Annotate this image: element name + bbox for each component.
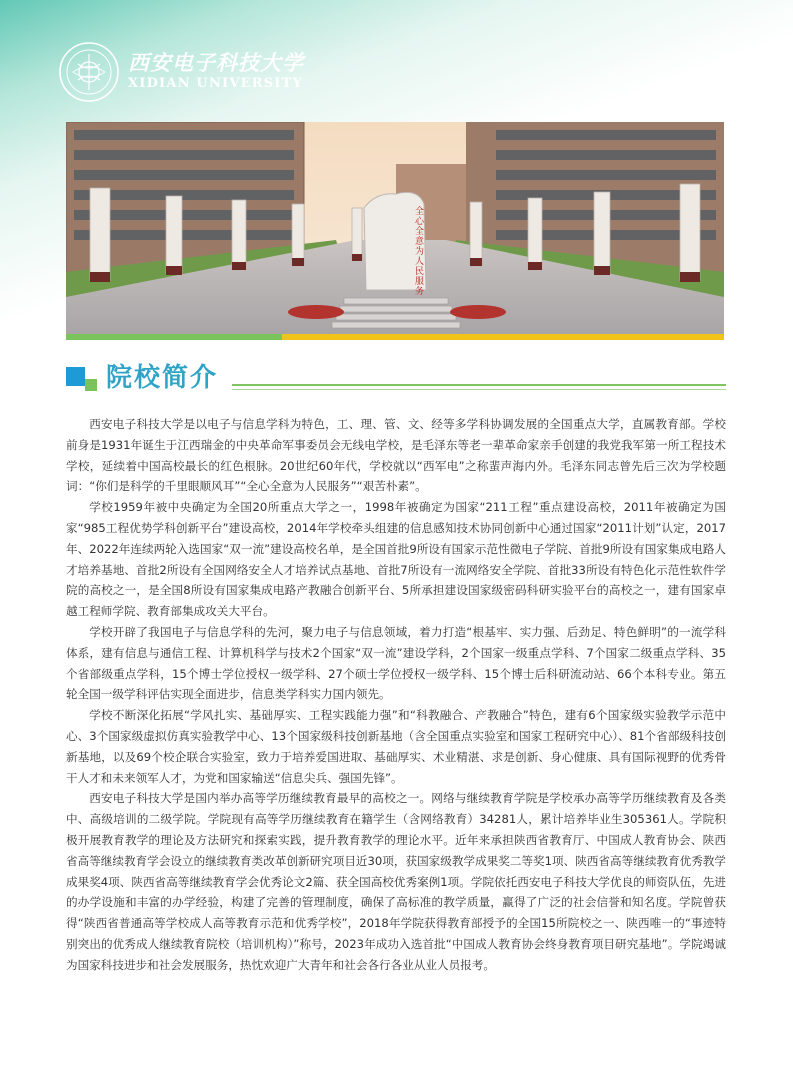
green-bar-segment	[66, 334, 282, 340]
blue-square-icon	[66, 367, 85, 386]
logo-chinese-name: 西安电子科技大学	[128, 50, 304, 75]
section-rule-thin	[232, 389, 726, 390]
yellow-bar-segment	[282, 334, 724, 340]
paragraph-status: 学校1959年被中央确定为全国20所重点大学之一，1998年被确定为国家“211工程”重点建设高校，2011年被确定为国家“985工程优势学科创新平台”建设高校，2014年学校牵头组建的信息感知技术协同创新中心通过国家“2011计划”认定，2017年、2022年连续两轮入选国家“双一流”建设高校名单，是全国首批9所设有国家示范性微电子学院、首批9所设有国家集成电路人才培养基地、首批2所设有全国网络安全人才培养试点基地、首批7所设有一流网络安全学院、首批33所设有特色化示范性软件学院的高校之一，是全国8所设有国家集成电路产教融合创新平台、5所承担建设国家级密码科研实验平台的高校之一，建有国家卓越工程师学院、教育部集成攻关大平台。	[66, 500, 726, 619]
section-title: 院校简介	[106, 363, 219, 393]
green-square-icon	[85, 379, 97, 391]
photo-color-bar	[66, 334, 724, 340]
page-header	[58, 40, 304, 104]
introduction-body	[66, 414, 726, 976]
section-heading	[66, 358, 726, 402]
paragraph-teaching: 学校不断深化拓展“学风扎实、基础厚实、工程实践能力强”和“科教融合、产教融合”特色，建有6个国家级实验教学示范中心、3个国家级虚拟仿真实验教学中心、13个国家级科技创新基地（含全国重点实验室和国家工程研究中心）、81个省部级科技创新基地，以及69个校企联合实验室，致力于培养爱国进取、基础厚实、术业精湛、求是创新、身心健康、具有国际视野的优秀骨干人才和未来领军人才，为党和国家输送“信息尖兵、强国先锋”。	[66, 708, 726, 785]
paragraph-history: 西安电子科技大学是以电子与信息学科为特色，工、理、管、文、经等多学科协调发展的全国重点大学，直属教育部。学校前身是1931年诞生于江西瑞金的中央革命军事委员会无线电学校，是毛泽东等老一辈革命家亲手创建的我党我军第一所工程技术学校，延续着中国高校最长的红色根脉。20世纪60年代，学校就以“西军电”之称蜚声海内外。毛泽东同志曾先后三次为学校题词：“你们是科学的千里眼顺风耳”“全心全意为人民服务”“艰苦朴素”。	[66, 417, 726, 494]
paragraph-continuing-education: 西安电子科技大学是国内举办高等学历继续教育最早的高校之一。网络与继续教育学院是学校承办高等学历继续教育及各类中、高级培训的二级学院。学院现有高等学历继续教育在籍学生（含网络教育）34281人，累计培养毕业生305361人。学院积极开展教育教学的理论及方法研究和探索实践，提升教育教学的理论水平。近年来承担陕西省教育厅、中国成人教育协会、陕西省高等继续教育学会设立的继续教育类改革创新研究项目近30项，获国家级教学成果奖二等奖1项、陕西省高等继续教育优秀教学成果奖4项、陕西省高等继续教育学会优秀论文2篇、获全国高校优秀案例1项。学院依托西安电子科技大学优良的师资队伍，先进的办学设施和丰富的办学经验，构建了完善的管理制度，确保了高标准的教学质量，赢得了广泛的社会信誉和知名度。学院曾获得“陕西省普通高等学校成人高等教育示范和优秀学校”，2018年学院获得教育部授予的全国15所院校之一、陕西唯一的“事迹特别突出的优秀成人继续教育院校（培训机构）”称号，2023年成功入选首批“中国成人教育协会终身教育项目研究基地”。学院竭诚为国家科技进步和社会发展服务，热忱欢迎广大青年和社会各行各业从业人员报考。	[66, 791, 726, 972]
university-seal-icon	[58, 41, 120, 103]
paragraph-disciplines: 学校开辟了我国电子与信息学科的先河，聚力电子与信息领域，着力打造“根基牢、实力强、后劲足、特色鲜明”的一流学科体系，建有信息与通信工程、计算机科学与技术2个国家“双一流”建设学科，2个国家一级重点学科、7个国家二级重点学科、35个省部级重点学科，15个博士学位授权一级学科、27个硕士学位授权一级学科、15个博士后科研流动站、66个本科专业。第五轮全国一级学科评估实现全面进步，信息类学科实力国内领先。	[66, 624, 726, 702]
logo-english-name: XIDIAN UNIVERSITY	[128, 76, 303, 91]
campus-photo	[66, 122, 724, 334]
section-rule	[232, 384, 726, 386]
monument-inscription: 全心全意为人民服务	[413, 206, 423, 296]
university-logo-text	[128, 51, 304, 93]
